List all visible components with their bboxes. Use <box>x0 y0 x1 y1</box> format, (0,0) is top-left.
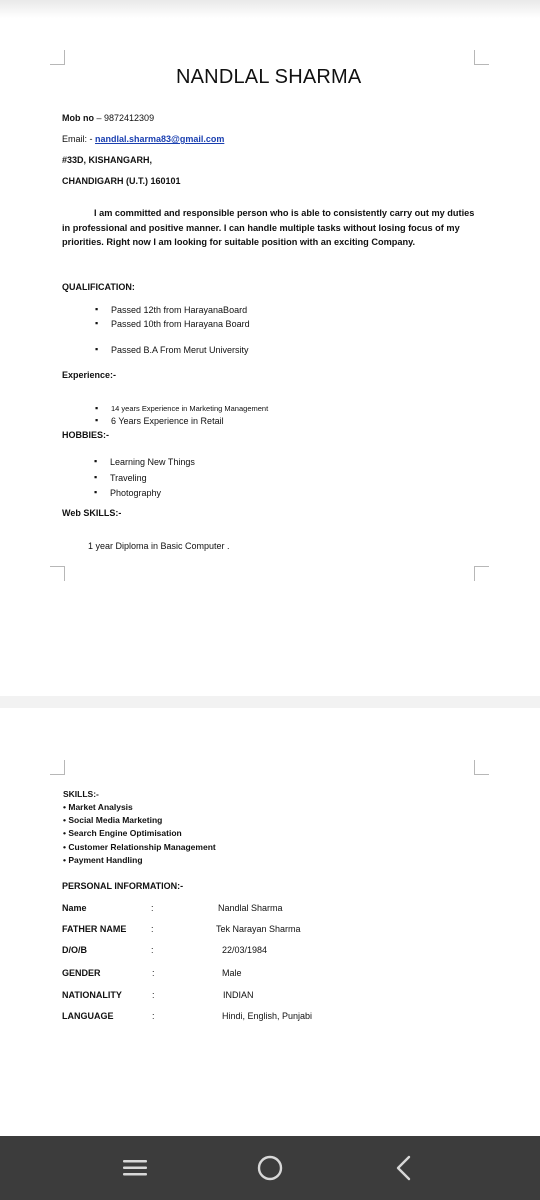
hobbies-heading: HOBBIES:- <box>62 430 109 440</box>
mobile-label: Mob no <box>62 113 94 123</box>
info-label-gender: GENDER <box>62 968 101 978</box>
info-colon: : <box>151 945 154 955</box>
page-top-shadow <box>0 0 540 18</box>
list-item: ▪ 14 years Experience in Marketing Management <box>95 403 269 413</box>
list-item: ▪ Passed B.A From Merut University <box>95 344 249 355</box>
list-item: ▪ Traveling <box>94 472 147 483</box>
email-line <box>62 134 224 144</box>
info-value-name: Nandlal Sharma <box>218 903 283 913</box>
email-label: Email: - <box>62 134 96 144</box>
list-item: ▪ Photography <box>94 487 162 498</box>
address-line-2: CHANDIGARH (U.T.) 160101 <box>62 176 181 186</box>
list-item: ▪ Passed 10th from Harayana Board <box>95 318 250 329</box>
list-item: • Payment Handling <box>63 855 143 865</box>
info-value-gender: Male <box>222 968 242 978</box>
info-label-dob: D/O/B <box>62 945 88 955</box>
resume-name: NANDLAL SHARMA <box>176 66 362 88</box>
mobile-separator: – <box>94 113 105 123</box>
page-corner-mark <box>50 50 65 65</box>
document-page-2 <box>0 708 540 1136</box>
list-item: • Customer Relationship Management <box>63 842 216 852</box>
objective-paragraph <box>62 206 478 250</box>
list-item: ▪ Passed 12th from HarayanaBoard <box>95 304 248 315</box>
page-corner-mark <box>474 760 489 775</box>
list-item: • Market Analysis <box>63 802 133 812</box>
page-corner-mark <box>474 50 489 65</box>
web-skills-heading: Web SKILLS:- <box>62 508 122 518</box>
info-value-father: Tek Narayan Sharma <box>216 924 301 934</box>
email-link[interactable]: nandlal.sharma83@gmail.com <box>95 134 225 144</box>
info-label-name: Name <box>62 903 87 913</box>
recent-apps-icon[interactable] <box>118 1154 152 1182</box>
system-navigation-bar <box>0 1136 540 1200</box>
info-label-father: FATHER NAME <box>62 924 127 934</box>
info-value-language: Hindi, English, Punjabi <box>222 1011 313 1021</box>
list-item: • Search Engine Optimisation <box>63 828 182 838</box>
personal-info-heading: PERSONAL INFORMATION:- <box>62 881 184 891</box>
info-value-nationality: INDIAN <box>223 990 254 1000</box>
info-colon: : <box>151 903 154 913</box>
mobile-line <box>62 113 154 123</box>
page-corner-mark <box>50 566 65 581</box>
list-item: • Social Media Marketing <box>63 815 163 825</box>
info-label-nationality: NATIONALITY <box>62 990 122 1000</box>
info-colon: : <box>151 924 154 934</box>
web-skills-text: 1 year Diploma in Basic Computer . <box>88 541 230 551</box>
info-colon: : <box>152 1011 155 1021</box>
page-corner-mark <box>474 566 489 581</box>
list-item: ▪ 6 Years Experience in Retail <box>95 415 224 426</box>
page-corner-mark <box>50 760 65 775</box>
skills-heading: SKILLS:- <box>63 789 99 799</box>
info-label-language: LANGUAGE <box>62 1011 114 1021</box>
info-value-dob: 22/03/1984 <box>222 945 268 955</box>
info-colon: : <box>152 968 155 978</box>
address-line-1: #33D, KISHANGARH, <box>62 155 153 165</box>
home-icon[interactable] <box>254 1154 286 1182</box>
qualification-heading: QUALIFICATION: <box>62 282 135 292</box>
info-colon: : <box>152 990 155 1000</box>
objective-text: I am committed and responsible person who is able to consistently carry out my duties in professional and positive manner. I can handle multiple tasks without losing focus of my priorities. Right now I am looking for suitable position with an exciting Company. <box>62 208 475 247</box>
list-item: ▪ Learning New Things <box>94 456 195 467</box>
mobile-value: 9872412309 <box>104 113 155 123</box>
experience-heading: Experience:- <box>62 370 117 380</box>
back-icon[interactable] <box>390 1154 418 1182</box>
